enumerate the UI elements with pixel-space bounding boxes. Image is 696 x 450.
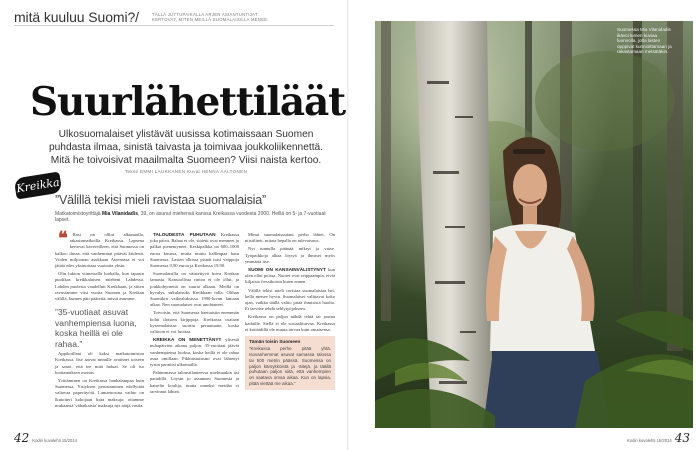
page-title: Suurlähettiläät [30,79,345,125]
paragraph-text: kun olen ollut poissa. Nuoret ovat reippaampia, eivät liiljaisia fressikoista kuten ennen. [245,267,335,285]
paragraph-text: Rasi on olllut alkumatlla, rakastumatkoilla Kreikassa. Lapsena kertovat kavereilleen, että Suomessa on kalkoo ilmaa, että vanhemmat pitävät kiidestä. Viiden miljoonan asukkaan Ateenassa ei voi jättää edes yksinoistaa vuotiaita yksin. [55,232,144,269]
section-head: KREIKKA ON MENETTÄNYT [153,337,222,343]
paragraph: Kreikassa on paljon nähdä tehtä tai joutua kaduille. Siellä ei ole sosiaaliturvaa. Kreikassa ei kotiäidillä ole muuta turvaa kuin omaisensa. [245,314,335,332]
paragraph [150,337,239,368]
paragraph: Olin lukion viimeisellä luokalla, kun tapasin puolikas kreikkalaisen mieheni Lahdessa. Lahden puolesta vaudelluti Kreikkaan, ja sitten ravustamme viisi vuotta Suomen ja Kreikan välillä, kunnes päti päätetiä, missä asumme. [55,271,144,302]
footer-right [627,429,690,447]
paragraph: Appikoillani oli kaksi matkatoimistoa Kreikassa. Itse aarvat minulle avainnet toiseen ja sanoi, että tee mitä haluat. Se oli iso luottamuksen osoitus. [55,351,144,375]
paragraph [245,267,335,286]
paragraph: Nyt tunnulla pitänää mikryt ja vaise. Työpaikkoja alkaa löytyä ja ihmiset myös ymmärtä itse. [245,246,335,264]
paragraph: Pahimmassa taloustilanteessa mielmaukin äsi parädillä. Löysin jo assunneo Suomesta ja katselin koulija, mutta onneksi meidän ei tarvinnut lähteä. [150,370,239,394]
text-column-2 [150,232,239,397]
pull-quote: ”35-vuotiaat asuvat vanhempiensa luona, koska heillä ei ole rahaa.” [55,307,137,349]
kicker-divider [14,25,334,26]
text-column-3 [245,232,335,390]
kicker-description: TÄLLÄ JUTTUPAIKALLA ARJEN ASIANTUNTIJAT KERTOVAT, MITEN MEILLÄ SUOMALAISILLA MENEE. [152,12,269,22]
kicker-title: mitä kuuluu Suomi?/ [14,9,139,25]
info-box-title: Tämän toisin Suomeen [249,339,301,345]
paragraph: Suomalaisilla on väistettyvä kuva Kreikan lamasta. Kansoollista rintoa ei ole ollut, ja joukkohyrnettä on suuria alkaan. Meillä on hyvalys, sukulaisuks Kreikkaan tulla. Olihan Suomikin vaikealuksissa 1990-luvun lamaan aikaa. Nen suomalaiset ovat unohtaneet. [150,271,239,308]
footer-left [14,429,77,447]
intro-prefix: Matkatoimistoyrittäjä [55,211,102,217]
intro-person-name: Mia Vilanidadis [101,211,138,217]
section-head: TALOUDESTA PUHUTAAN [153,232,216,237]
right-page [349,0,696,450]
forest-portrait-illustration [375,21,693,428]
paragraph: Minut suomalaisuutani perho lähtet. On niistilitett, mitata hepalla on tulevaisuus. [245,232,335,244]
page-number: 43 [674,431,690,445]
magazine-name: Kodin kuvalehti 15/2014 [627,438,672,443]
paragraph: Yrittäminen on Kreikassa hankalampaa kuin Suomessa. Yrityksen perustaminen edellyttää valtavaa paperityötä. Lamaruosina vaihto on lkutoiteri kokojaan lisää maksuja; ottamme mukaansä 'vähatkaisia' maksuja nyt näijä vastta. [55,378,144,408]
quote-mark-icon: ❝ [58,228,68,249]
photo-caption: Suomessa Mia Vilanidadis ikävoi lumen kuviaa luonnolla, jotta lasten opppivat kunnioittamaan ja rakastamaan metsätäkin. [617,27,672,55]
page-number: 42 [14,431,30,445]
article-deck: Ulkosuomalaiset ylistävät uusissa kotimaissaan Suomen puhdasta ilmaa, sinistä taivasta ja toimivaa joukkoliikennettä. Mitä he toivoisivat maailmalta Suomeen? Viisi naista kertoo. [48,129,324,166]
info-box [245,336,335,390]
magazine-name: Kodin kuvalehti 15/2014 [32,438,77,443]
paragraph [150,232,239,269]
paragraph: Toivoisin, että Suomessa haettaisiin enemmän kohti iloisten kirjippoja. Kreikassa osataan kyseenalaistaa suoritu peruumatte, koska valtioon ei voi luottaa. [150,310,239,335]
intro-suffix: , 39, on asunut miehensä kanssa Kreikassa vuodesta 2000. Heillä on 5- ja 7-vuotiaat lapset. [55,211,326,224]
info-box-text: ”Kreikassa perhe pitää yhtä. Isovanhemmat asuvat samassa talossa tai 500 metrin päässä. Suomessa on paljon kärsykköistä ja -äitejä, ja täällä puhutaan paljon siitä, että vanhempien on saatava omaa aikaa. Kun on lapsia, pitää viettää me aikaa.” [249,346,331,387]
byline: Teksti EMMI LAUKKANEN Kuvat HENNA AALTONEN [124,169,248,174]
portrait-photo [375,21,693,428]
text-column-1 [55,228,144,411]
country-badge-label: Kreikka [15,175,61,196]
paragraph [55,228,144,269]
story-subhead: ”Välillä tekisi mieli ravistaa suomalaisia” [55,193,266,207]
paragraph: Välillä tekisi mieli ravistaa suomalaisiaa hei, kellä menee hyvin. Suomalaiset valittavat koko ajan, vaikka täällä valtio pitää ihmisistä huolta. Et tarvitse tehdä sehlytyöjoksem. [245,287,335,312]
paragraph-text: ylisestä nuhapäivien aikana paljon. 35-vuotiaat jäävät vanhempiensa luoksa, koska heillä ei ole rahaa asua omillaan. Pikkuistutusmi ovat lähtenyt tyriin paratiisi ulkomailla. [150,337,239,368]
story-intro [55,211,335,224]
paragraph-text: Kreikassa joka päivä. Rahaa ei ole, sitäetit ovat menneet ja palkat pienentyneet. Keskipalkka on 600–1000 euroa kuussa, mutta muttu kallimpaa kuin Suomessa. Lasten olkissa pisnäi toisi vaippoja Suomessa 9,90 euroa ja Kreikassa 19,90. [150,232,239,269]
section-head: SUOMI ON KANSAINVÄLISTYNYT [248,267,326,273]
